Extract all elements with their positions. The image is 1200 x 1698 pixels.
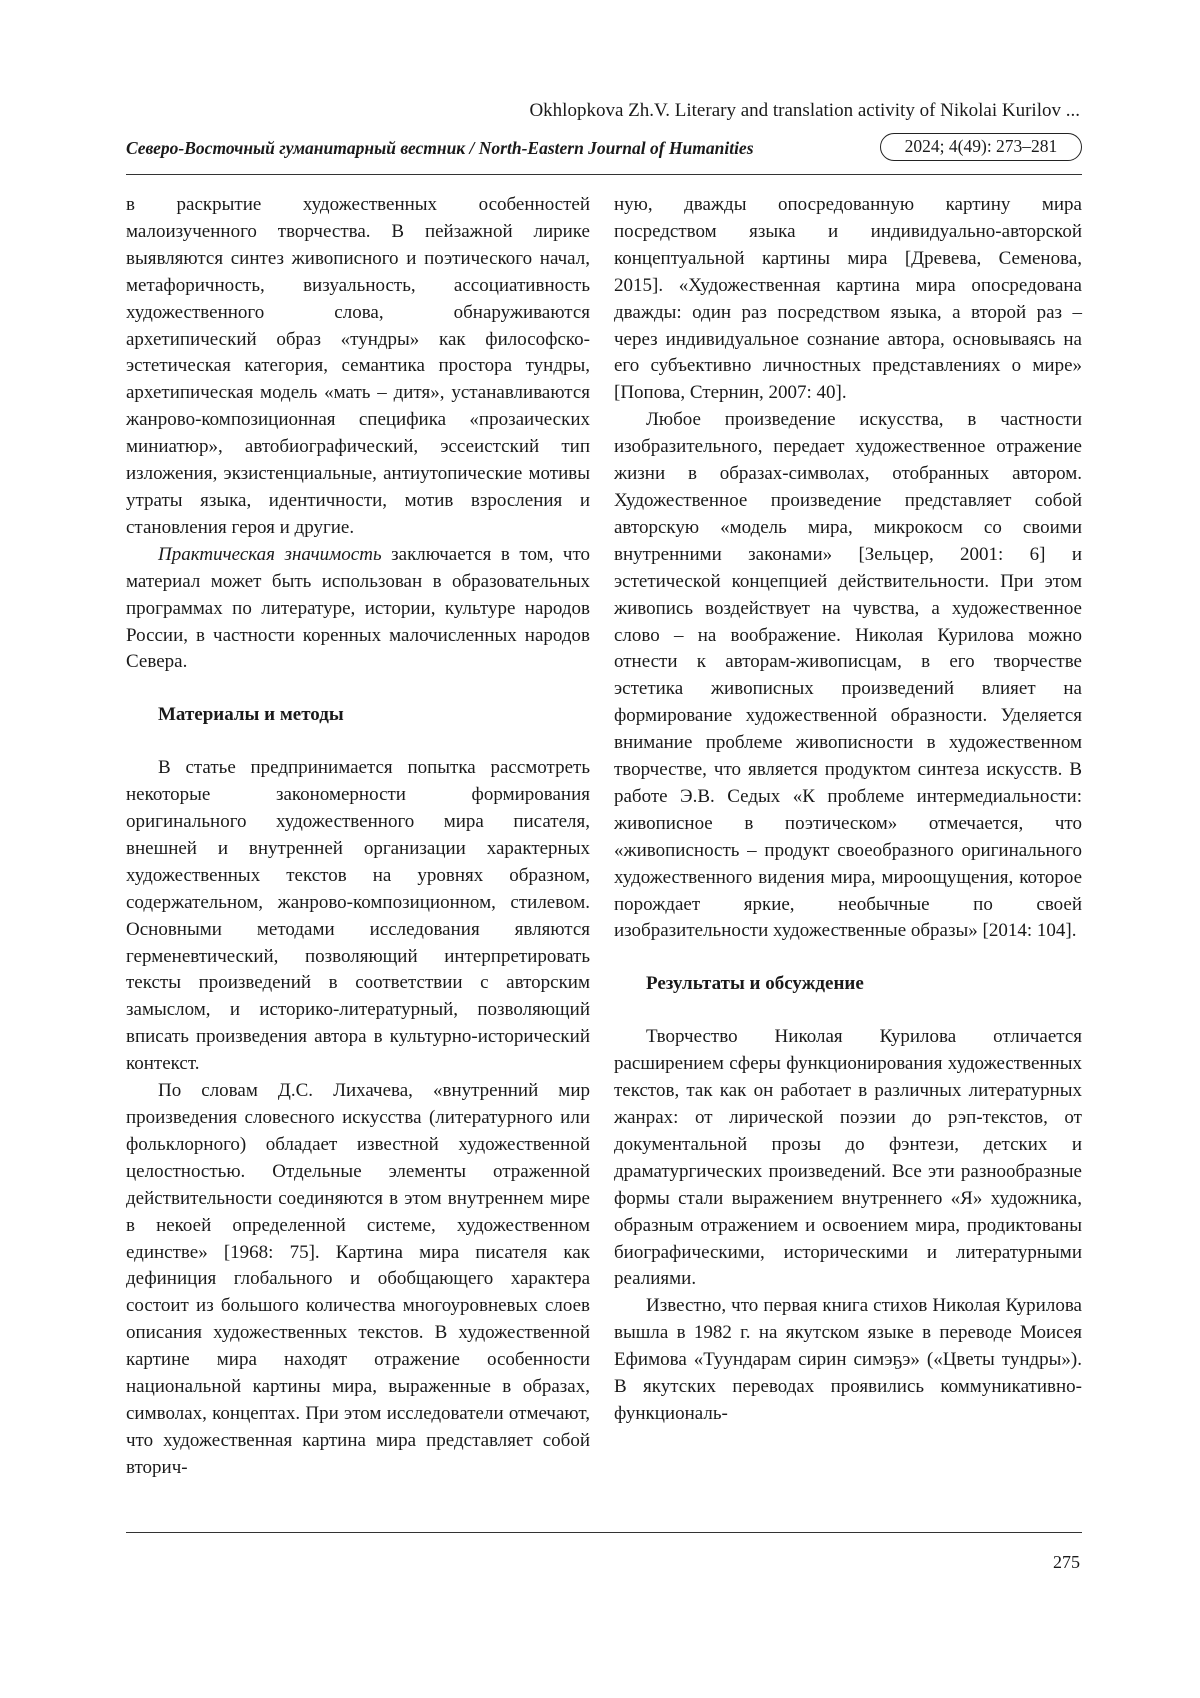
paragraph: в раскрытие художественных особенностей малоизученного творчества. В пейзажной лирике выявляются синтез живописного и поэтического начал, метафоричность, визуальность, ассоциативность художественного слова, обнаруживаются архетипический образ «тундры» как философско-эстетическая категория, семантика простора тундры, архетипическая модель «мать – дитя», устанавливаются жанрово-композиционная специфика «прозаических миниатюр», автобиографический, эссеистский тип изложения, экзистенциальные, антиутопические мотивы утраты языка, идентичности, мотив взросления и становления героя и другие. bbox=[126, 194, 590, 538]
paragraph bbox=[126, 542, 590, 677]
left-column bbox=[126, 192, 590, 1482]
issue-badge: 2024; 4(49): 273–281 bbox=[880, 133, 1082, 161]
paragraph: В статье предпринимается попытка рассмотреть некоторые закономерности формирования оригинального художественного мира писателя, внешней и внутренней организации характерных художественных текстов на уровнях образном, содержательном, жанрово-композиционном, стилевом. Основными методами исследования являются герменевтический, позволяющий интерпретировать тексты произведений в соответствии с авторским замыслом, и историко-литературный, позволяющий вписать произведения автора в культурно-исторический контекст. bbox=[126, 757, 590, 1075]
paragraph: Известно, что первая книга стихов Николая Курилова вышла в 1982 г. на якутском языке в переводе Моисея Ефимова «Туундарам сирин симэҕэ» («Цветы тундры»). В якутских переводах проявились коммуникативно-функциональ- bbox=[614, 1295, 1082, 1424]
section-heading-results: Результаты и обсуждение bbox=[646, 973, 864, 995]
journal-name: Северо-Восточный гуманитарный вестник / North-Eastern Journal of Humanities bbox=[126, 138, 754, 158]
italic-term: Практическая значимость bbox=[158, 543, 382, 565]
right-column bbox=[614, 192, 1082, 1428]
journal-header bbox=[126, 132, 1082, 166]
paragraph: Творчество Николая Курилова отличается расширением сферы функционирования художественных текстов, так как он работает в различных литературных жанрах: от лирической поэзии до рэп-текстов, от документальной прозы до фэнтези, детских и драматургических произведений. Все эти разнообразные формы стали выражением внутреннего «Я» художника, образным отражением и освоением мира, продиктованы биографическими, историческими и литературными реалиями. bbox=[614, 1026, 1082, 1290]
paragraph: Любое произведение искусства, в частности изобразительного, передает художественное отражение жизни в образах-символах, отобранных автором. Художественное произведение представляет собой авторскую «модель мира, микрокосм со своими внутренними законами» [Зельцер, 2001: 6] и эстетической концепцией действительности. При этом живопись воздействует на чувства, а художественное слово – на воображение. Николая Курилова можно отнести к авторам-живописцам, в его творчестве эстетика живописных произведений влияет на формирование художественной образности. Уделяется внимание проблеме живописности в художественном творчестве, что является продуктом синтеза искусств. В работе Э.В. Седых «К проблеме интермедиальности: живописное в поэтическом» отмечается, что «живописность – продукт своеобразного оригинального художественного видения мира, мироощущения, которое порождает яркие, необычные по своей изобразительности художественные образы» [2014: 104]. bbox=[614, 409, 1082, 942]
header-divider bbox=[126, 174, 1082, 175]
paragraph: По словам Д.С. Лихачева, «внутренний мир произведения словесного искусства (литературного или фольклорного) обладает известной художественной целостностью. Отдельные элементы отраженной действительности соединяются в этом внутреннем мире в некоей определенной системе, художественном единстве» [1968: 75]. Картина мира писателя как дефиниция глобального и обобщающего характера состоит из большого количества многоуровневых слоев описания художественных текстов. В художественной картине мира находят отражение особенности национальной картины мира, выраженные в образах, символах, концептах. При этом исследователи отмечают, что художественная картина мира представляет собой вторич- bbox=[126, 1080, 590, 1478]
running-title: Okhlopkova Zh.V. Literary and translation activity of Nikolai Kurilov ... bbox=[529, 100, 1080, 121]
page-number: 275 bbox=[1053, 1552, 1080, 1572]
section-heading-methods: Материалы и методы bbox=[158, 704, 344, 726]
paragraph-text: заключается в том, что материал может быть использован в образовательных программах по литературе, истории, культуре народов России, в частности коренных малочисленных народов Севера. bbox=[126, 543, 590, 673]
paragraph: ную, дважды опосредованную картину мира посредством языка и индивидуально-авторской концептуальной картины мира [Древева, Семенова, 2015]. «Художественная картина мира опосредована дважды: один раз посредством языка, а второй раз – через индивидуальное сознание автора, основываясь на его субъективно личностных представлениях о мире» [Попова, Стернин, 2007: 40]. bbox=[614, 194, 1082, 404]
footer-divider bbox=[126, 1532, 1082, 1533]
